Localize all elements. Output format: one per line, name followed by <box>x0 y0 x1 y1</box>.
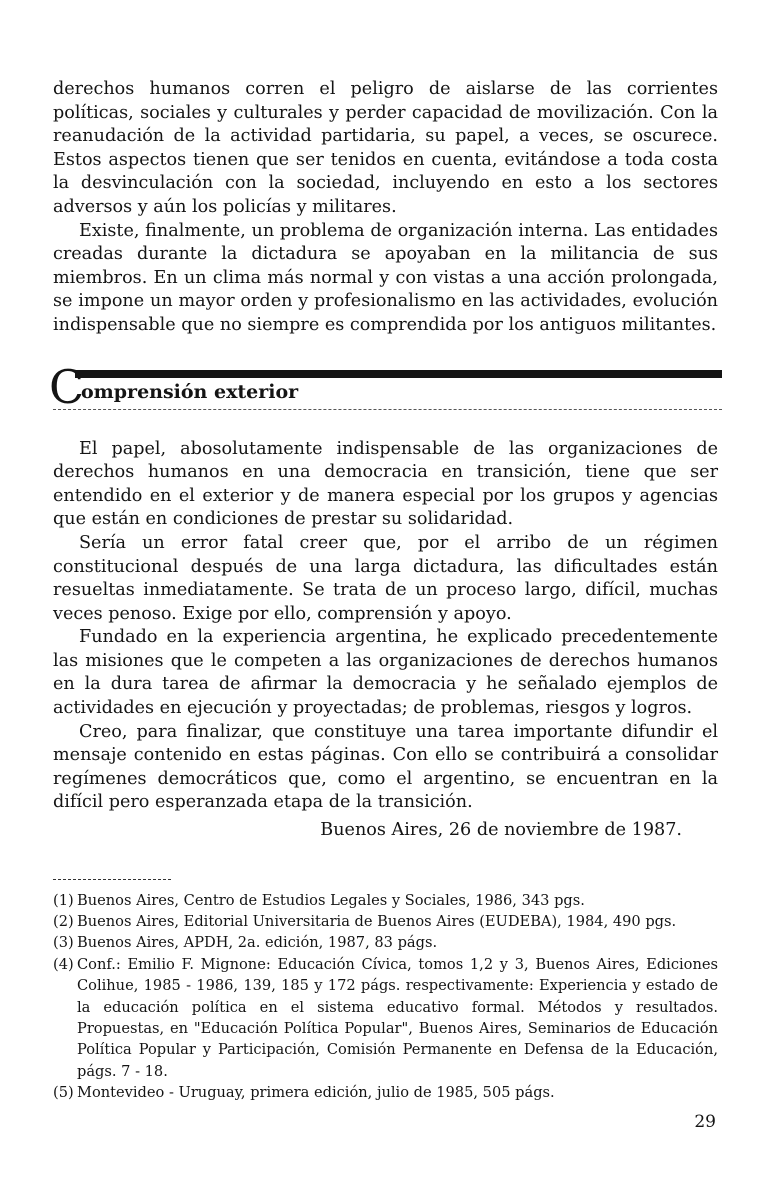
footnote <box>53 890 718 911</box>
page-number: 29 <box>694 1112 716 1132</box>
paragraph: El papel, abosolutamente indispensable de las organizaciones de derechos humanos en una democracia en transición, tiene que ser entendido en el exterior y de manera especial por los grupos y agencias que están en condiciones de prestar su solidaridad. <box>53 438 718 530</box>
footnote-text: Buenos Aires, APDH, 2a. edición, 1987, 83 págs. <box>77 934 438 952</box>
page-content <box>49 78 718 1104</box>
paragraph: Existe, finalmente, un problema de organización interna. Las entidades creadas durante la dictadura se apoyaban en la militancia de sus miembros. En un clima más normal y con vistas a una acción prolongada, se impone un mayor orden y profesionalismo en las actividades, evolución indispensable que no siempre es comprendida por los antiguos militantes. <box>53 220 718 335</box>
section-body <box>53 438 718 843</box>
footnotes <box>53 890 718 1104</box>
footnote-number: (5) <box>53 1084 74 1102</box>
footnote-text: Buenos Aires, Centro de Estudios Legales y Sociales, 1986, 343 pgs. <box>77 891 585 909</box>
paragraph: derechos humanos corren el peligro de aislarse de las corrientes políticas, sociales y culturales y perder capacidad de movilización. Con la reanudación de la actividad partidaria, su papel, a veces, se oscurece. Estos aspectos tienen que ser tenidos en cuenta, evitándose a toda costa la desvinculación con la sociedad, incluyendo en esto a los sectores adversos y aún los policías y militares. <box>53 79 718 217</box>
footnote <box>53 911 718 932</box>
footnote-number: (3) <box>53 934 74 952</box>
paragraph: Sería un error fatal creer que, por el arribo de un régimen constitucional después de una larga dictadura, las dificultades están resueltas inmediatamente. Se trata de un proceso largo, difícil, muchas veces penoso. Exige por ello, comprensión y apoyo. <box>53 532 718 624</box>
heading-rule-thick <box>75 370 722 378</box>
paragraph: Fundado en la experiencia argentina, he explicado precedentemente las misiones que le competen a las organizaciones de derechos humanos en la dura tarea de afirmar la democracia y he señalado ejemplos de actividades en ejecución y proyectadas; de problemas, riesgos y logros. <box>53 627 718 719</box>
footnote-number: (4) <box>53 955 74 973</box>
heading-rule-thin <box>53 409 722 410</box>
heading-initial: C <box>49 359 85 414</box>
footnote-text: Montevideo - Uruguay, primera edición, julio de 1985, 505 págs. <box>77 1084 555 1102</box>
footnote-rule <box>53 879 171 880</box>
footnote <box>53 1082 718 1103</box>
footnote <box>53 932 718 953</box>
section-heading <box>49 359 718 416</box>
footnote-text: Buenos Aires, Editorial Universitaria de Buenos Aires (EUDEBA), 1984, 490 pgs. <box>77 913 677 931</box>
footnote-number: (1) <box>53 891 74 909</box>
dateline: Buenos Aires, 26 de noviembre de 1987. <box>320 820 682 841</box>
footnote-text: Conf.: Emilio F. Mignone: Educación Cívica, tomos 1,2 y 3, Buenos Aires, Ediciones Colihue, 1985 - 1986, 139, 185 y 172 págs. respectivamente: Experiencia y estado de la educación política en el sistema educativo formal. Métodos y resultados. Propuestas, en "Educación Política Popular", Buenos Aires, Seminarios de Educación Política Popular y Participación, Comisión Permanente en Defensa de la Educación, págs. 7 - 18. <box>77 955 718 1080</box>
footnote <box>53 954 718 1082</box>
paragraph: Creo, para finalizar, que constituye una tarea importante difundir el mensaje contenido en estas páginas. Con ello se contribuirá a consolidar regímenes democráticos que, como el argentino, se encuentran en la difícil pero esperanzada etapa de la transición. <box>53 721 718 813</box>
footnote-number: (2) <box>53 913 74 931</box>
body-top <box>53 78 718 338</box>
heading-title: omprensión exterior <box>81 380 299 403</box>
